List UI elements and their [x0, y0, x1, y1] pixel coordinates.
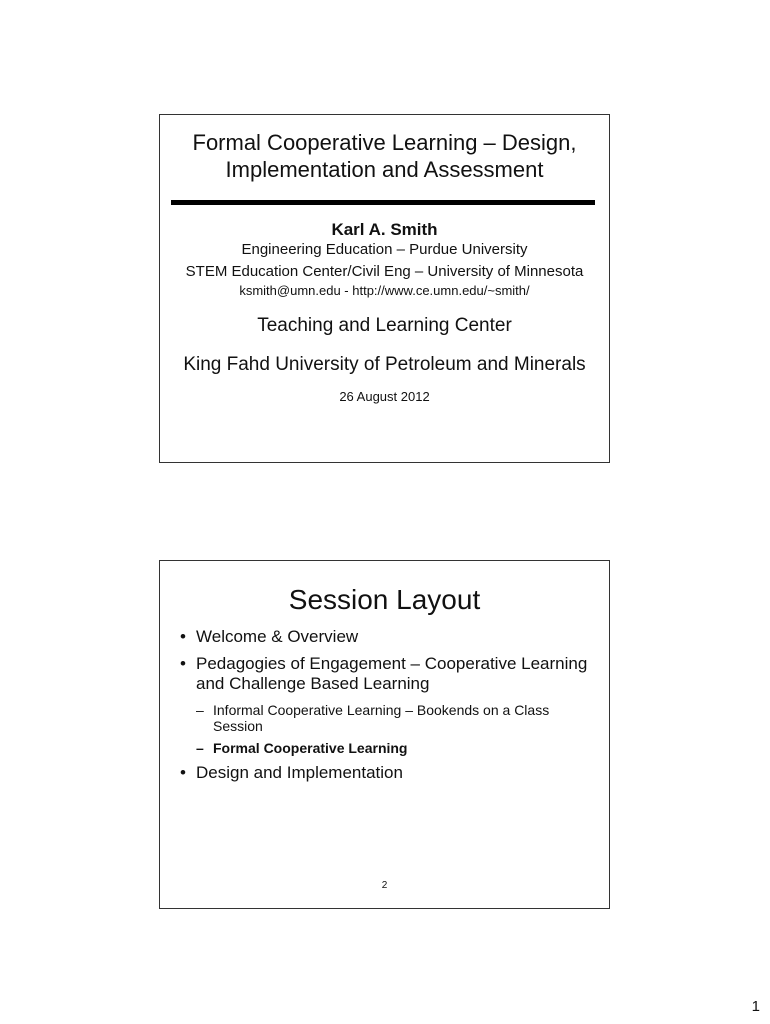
subitem-label: Formal Cooperative Learning [213, 740, 408, 756]
bullet-glyph: • [180, 763, 186, 782]
slide-1 [159, 114, 610, 463]
dash-glyph: – [196, 740, 204, 756]
agenda-item-label: Design and Implementation [196, 763, 403, 782]
affiliation-minnesota: STEM Education Center/Civil Eng – University of Minnesota [185, 263, 584, 280]
contact-info: ksmith@umn.edu - http://www.ce.umn.edu/~smith/ [239, 283, 530, 298]
slide-1-title-line-2: Implementation and Assessment [225, 157, 544, 182]
subitem-informal [196, 702, 596, 734]
dash-glyph: – [196, 702, 204, 718]
title-divider [171, 200, 595, 205]
author-name: Karl A. Smith [331, 220, 438, 239]
session-agenda-list [176, 627, 596, 790]
slide-2-title: Session Layout [288, 584, 481, 615]
agenda-item-welcome [176, 627, 596, 647]
bullet-glyph: • [180, 627, 186, 646]
agenda-item-pedagogies [176, 654, 596, 756]
agenda-item-label: Pedagogies of Engagement – Cooperative Learning and Challenge Based Learning [196, 654, 588, 693]
host-center: Teaching and Learning Center [257, 315, 512, 336]
affiliation-purdue: Engineering Education – Purdue University [241, 241, 528, 258]
page-number: 1 [751, 998, 760, 1015]
subitem-formal [196, 740, 596, 756]
agenda-item-design [176, 763, 596, 783]
agenda-item-label: Welcome & Overview [196, 627, 359, 646]
presentation-date: 26 August 2012 [339, 389, 430, 404]
subitem-label: Informal Cooperative Learning – Bookends on a Class Session [213, 702, 550, 734]
pedagogies-sublist [196, 702, 596, 756]
slide-1-title [160, 129, 609, 183]
slide-1-title-line-1: Formal Cooperative Learning – Design, [192, 130, 577, 155]
slide-2 [159, 560, 610, 909]
host-university: King Fahd University of Petroleum and Minerals [183, 354, 586, 375]
slide-number: 2 [381, 880, 388, 891]
bullet-glyph: • [180, 654, 186, 673]
